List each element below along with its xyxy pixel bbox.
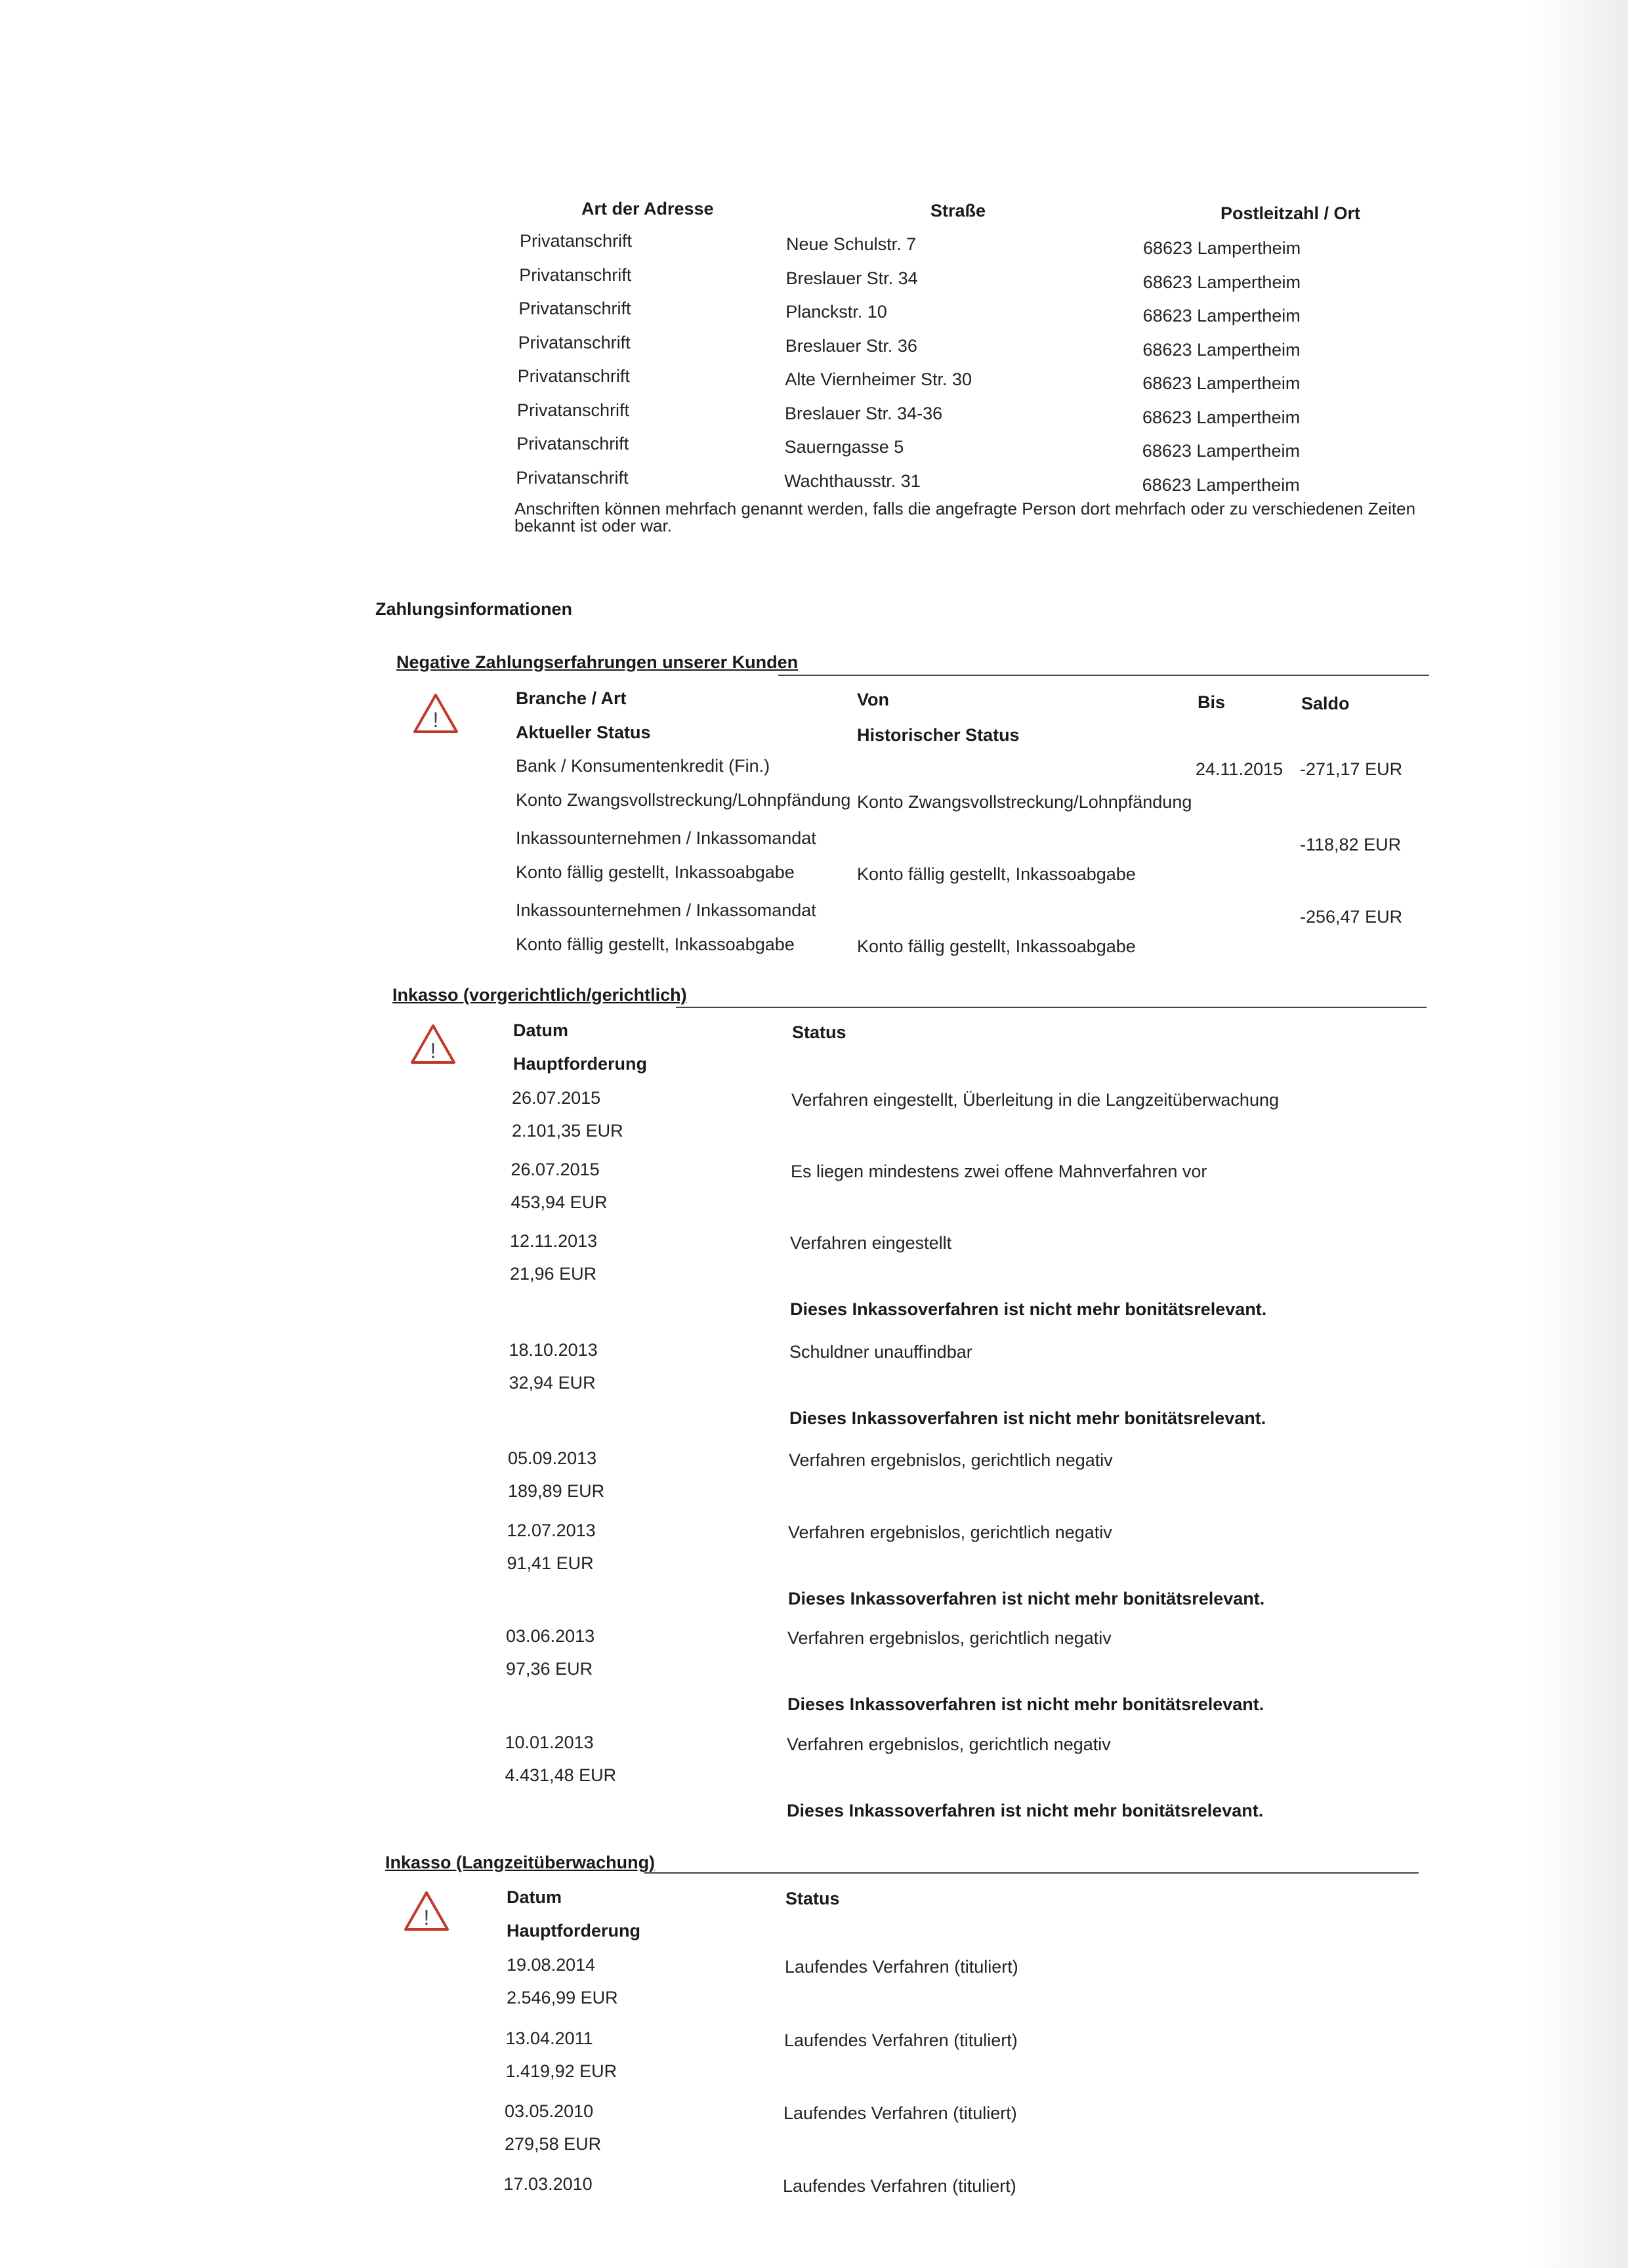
inkasso-status: Verfahren ergebnislos, gerichtlich negativ <box>787 1734 1111 1754</box>
langzeit-hauptforderung: 2.546,99 EUR <box>507 1988 618 2007</box>
inkasso-relevance-note: Dieses Inkassoverfahren ist nicht mehr bonitätsrelevant. <box>789 1408 1266 1428</box>
langzeit-hauptforderung: 279,58 EUR <box>505 2134 602 2154</box>
inkasso-relevance-note: Dieses Inkassoverfahren ist nicht mehr bonitätsrelevant. <box>790 1299 1267 1319</box>
inkasso-datum: 12.11.2013 <box>510 1231 598 1251</box>
warning-triangle-icon <box>403 1890 450 1932</box>
address-street: Neue Schulstr. 7 <box>786 234 917 254</box>
address-type: Privatanschrift <box>519 264 632 285</box>
inkasso-datum: 05.09.2013 <box>508 1448 597 1468</box>
address-header-type: Art der Adresse <box>581 199 714 219</box>
neg-saldo: -256,47 EUR <box>1300 907 1403 927</box>
neg-header-von: Von <box>857 690 889 709</box>
langzeit-rule <box>644 1872 1419 1874</box>
langzeit-status: Laufendes Verfahren (tituliert) <box>783 2103 1017 2123</box>
address-header-city: Postleitzahl / Ort <box>1221 203 1361 223</box>
inkasso-datum: 26.07.2015 <box>511 1160 600 1179</box>
inkasso-status: Verfahren eingestellt <box>790 1233 952 1253</box>
neg-saldo: -118,82 EUR <box>1300 835 1402 854</box>
address-type: Privatanschrift <box>516 467 629 488</box>
address-street: Breslauer Str. 34-36 <box>785 403 943 423</box>
inkasso-header-status: Status <box>792 1022 846 1042</box>
negative-experiences-rule <box>778 675 1429 676</box>
langzeit-header-datum: Datum <box>507 1887 562 1907</box>
langzeit-datum: 13.04.2011 <box>505 2028 593 2048</box>
neg-historic-status: Konto fällig gestellt, Inkassoabgabe <box>857 936 1136 956</box>
address-city: 68623 Lampertheim <box>1142 272 1301 292</box>
address-street: Planckstr. 10 <box>785 302 887 322</box>
address-street: Alte Viernheimer Str. 30 <box>785 369 972 389</box>
inkasso-hauptforderung: 97,36 EUR <box>506 1659 593 1679</box>
address-city: 68623 Lampertheim <box>1142 441 1300 461</box>
neg-historic-status: Konto fällig gestellt, Inkassoabgabe <box>857 864 1136 884</box>
address-type: Privatanschrift <box>517 366 630 386</box>
address-type: Privatanschrift <box>518 299 631 318</box>
langzeit-title: Inkasso (Langzeitüberwachung) <box>385 1853 656 1872</box>
svg-text:!: ! <box>430 1039 436 1062</box>
langzeit-status: Laufendes Verfahren (tituliert) <box>783 2176 1016 2196</box>
address-note-line1: Anschriften können mehrfach genannt werden, falls die angefragte Person dort mehrfach oder zu verschiedenen Zeiten <box>514 499 1416 518</box>
neg-bis: 24.11.2015 <box>1196 759 1284 779</box>
neg-branche: Inkassounternehmen / Inkassomandat <box>516 828 816 848</box>
inkasso-status: Verfahren ergebnislos, gerichtlich negativ <box>789 1450 1113 1470</box>
address-city: 68623 Lampertheim <box>1142 474 1300 495</box>
address-type: Privatanschrift <box>518 332 631 352</box>
neg-branche: Bank / Konsumentenkredit (Fin.) <box>516 756 770 776</box>
neg-saldo: -271,17 EUR <box>1300 759 1403 779</box>
langzeit-hauptforderung: 1.419,92 EUR <box>505 2061 617 2081</box>
svg-text:!: ! <box>423 1906 430 1929</box>
inkasso-header-hauptforderung: Hauptforderung <box>513 1054 647 1074</box>
langzeit-datum: 03.05.2010 <box>505 2101 594 2121</box>
inkasso-relevance-note: Dieses Inkassoverfahren ist nicht mehr bonitätsrelevant. <box>788 1589 1265 1608</box>
negative-experiences-title: Negative Zahlungserfahrungen unserer Kunden <box>396 652 799 672</box>
inkasso-status: Verfahren ergebnislos, gerichtlich negativ <box>787 1628 1112 1648</box>
address-street: Sauerngasse 5 <box>784 437 904 457</box>
warning-triangle-icon <box>409 1023 457 1065</box>
langzeit-status: Laufendes Verfahren (tituliert) <box>784 2030 1018 2050</box>
inkasso-hauptforderung: 21,96 EUR <box>510 1264 597 1284</box>
neg-current-status: Konto Zwangsvollstreckung/Lohnpfändung <box>516 790 851 810</box>
inkasso-hauptforderung: 4.431,48 EUR <box>505 1765 617 1785</box>
neg-historic-status: Konto Zwangsvollstreckung/Lohnpfändung <box>857 792 1192 812</box>
inkasso-hauptforderung: 91,41 EUR <box>507 1553 594 1573</box>
inkasso-hauptforderung: 453,94 EUR <box>511 1192 608 1212</box>
address-street: Breslauer Str. 36 <box>785 335 917 356</box>
address-city: 68623 Lampertheim <box>1142 306 1301 326</box>
inkasso-status: Verfahren eingestellt, Überleitung in die Langzeitüberwachung <box>791 1090 1280 1110</box>
langzeit-header-hauptforderung: Hauptforderung <box>507 1921 640 1941</box>
address-city: 68623 Lampertheim <box>1142 373 1301 393</box>
inkasso-status: Schuldner unauffindbar <box>789 1342 972 1362</box>
inkasso-datum: 03.06.2013 <box>506 1626 595 1646</box>
inkasso-rule <box>676 1007 1427 1008</box>
address-type: Privatanschrift <box>520 231 633 251</box>
inkasso-status: Verfahren ergebnislos, gerichtlich negativ <box>788 1522 1112 1542</box>
address-street: Wachthausstr. 31 <box>784 471 921 491</box>
inkasso-datum: 18.10.2013 <box>509 1340 598 1360</box>
langzeit-datum: 19.08.2014 <box>507 1955 596 1975</box>
inkasso-title: Inkasso (vorgerichtlich/gerichtlich) <box>392 985 687 1005</box>
address-city: 68623 Lampertheim <box>1143 238 1301 258</box>
neg-current-status: Konto fällig gestellt, Inkassoabgabe <box>516 862 795 882</box>
svg-text:!: ! <box>432 708 439 732</box>
address-type: Privatanschrift <box>517 400 630 420</box>
address-city: 68623 Lampertheim <box>1142 339 1301 360</box>
inkasso-status: Es liegen mindestens zwei offene Mahnverfahren vor <box>791 1162 1207 1181</box>
neg-current-status: Konto fällig gestellt, Inkassoabgabe <box>516 934 795 954</box>
payment-section-title: Zahlungsinformationen <box>375 599 572 619</box>
inkasso-datum: 10.01.2013 <box>505 1732 594 1752</box>
inkasso-datum: 12.07.2013 <box>507 1521 596 1540</box>
inkasso-datum: 26.07.2015 <box>512 1088 601 1108</box>
inkasso-hauptforderung: 2.101,35 EUR <box>512 1121 623 1141</box>
neg-header-current-status: Aktueller Status <box>516 723 651 742</box>
address-header-street: Straße <box>930 201 986 220</box>
neg-header-saldo: Saldo <box>1301 694 1350 713</box>
inkasso-header-datum: Datum <box>513 1020 569 1040</box>
neg-header-historic-status: Historischer Status <box>857 725 1020 745</box>
langzeit-status: Laufendes Verfahren (tituliert) <box>785 1957 1018 1977</box>
inkasso-relevance-note: Dieses Inkassoverfahren ist nicht mehr bonitätsrelevant. <box>787 1801 1264 1820</box>
langzeit-header-status: Status <box>785 1889 840 1908</box>
inkasso-relevance-note: Dieses Inkassoverfahren ist nicht mehr bonitätsrelevant. <box>787 1694 1264 1714</box>
neg-branche: Inkassounternehmen / Inkassomandat <box>516 900 816 920</box>
langzeit-datum: 17.03.2010 <box>503 2174 593 2194</box>
neg-header-branche: Branche / Art <box>516 688 627 708</box>
inkasso-hauptforderung: 189,89 EUR <box>508 1481 605 1501</box>
warning-triangle-icon <box>412 692 459 734</box>
scan-edge-shadow <box>1530 0 1628 2268</box>
address-street: Breslauer Str. 34 <box>785 268 918 288</box>
address-note-line2: bekannt ist oder war. <box>514 516 672 536</box>
address-city: 68623 Lampertheim <box>1142 407 1301 427</box>
address-type: Privatanschrift <box>516 434 629 453</box>
inkasso-hauptforderung: 32,94 EUR <box>509 1373 596 1393</box>
neg-header-bis: Bis <box>1198 692 1226 712</box>
